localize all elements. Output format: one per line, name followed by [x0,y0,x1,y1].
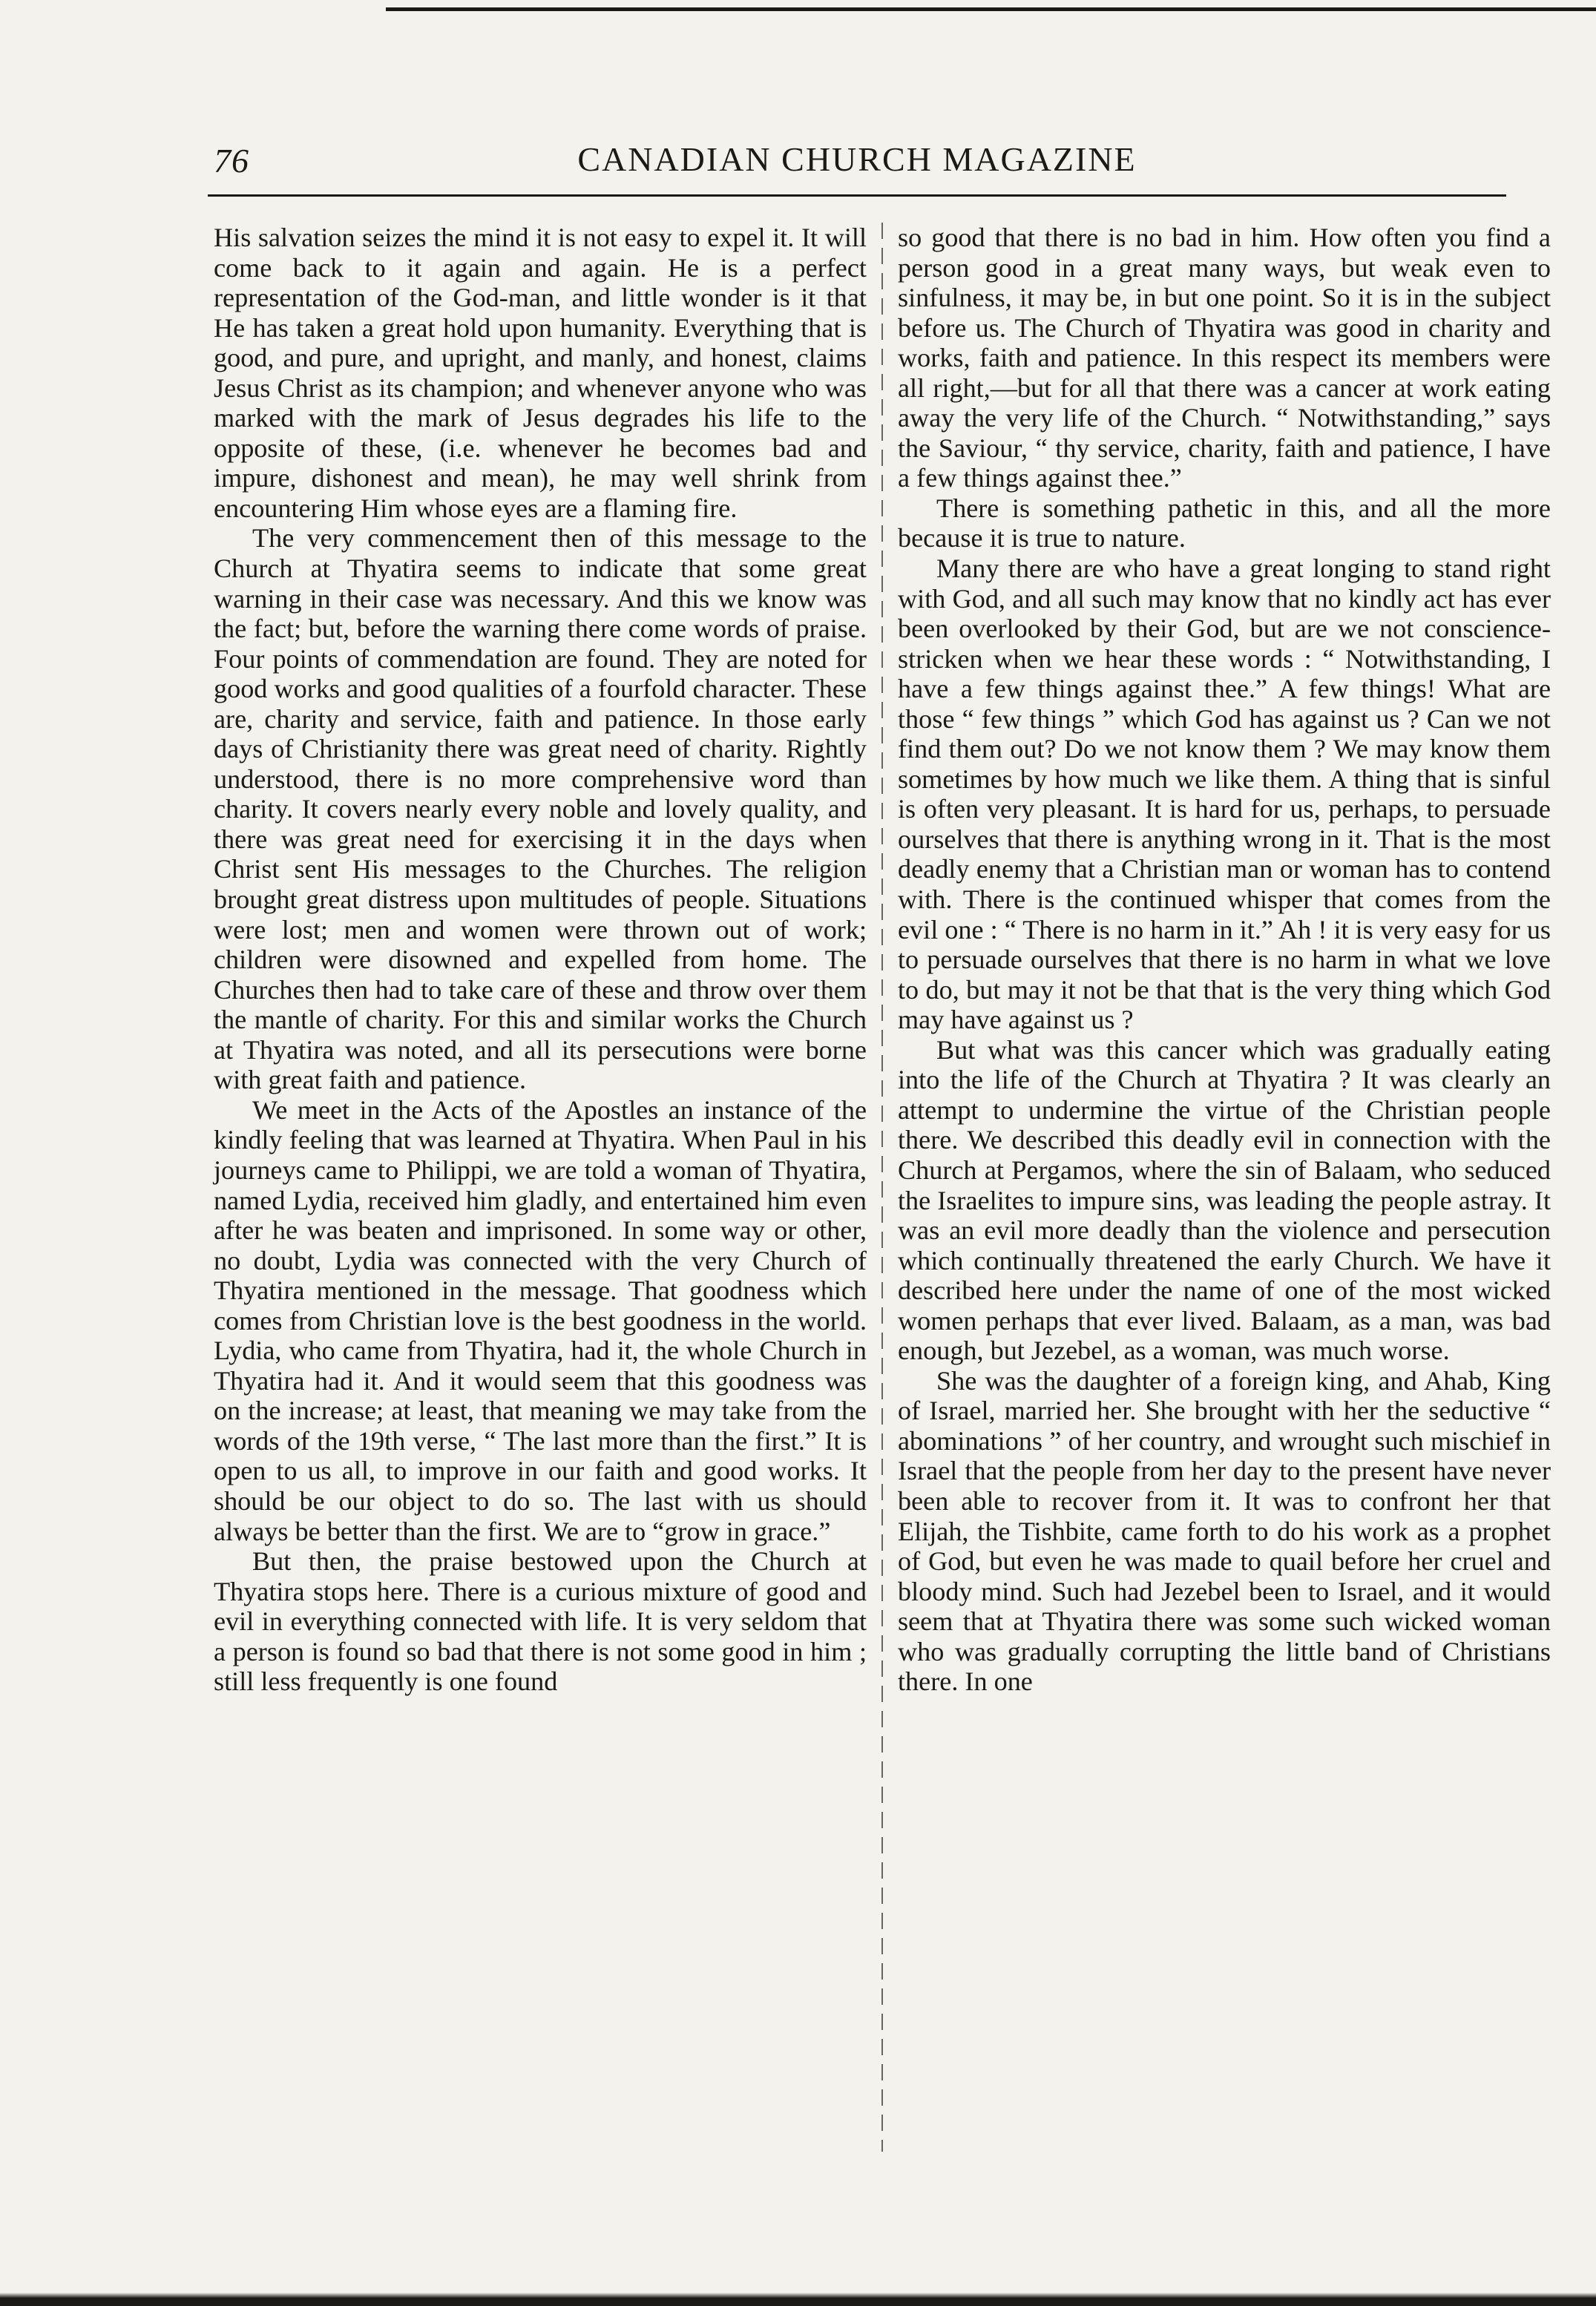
paragraph: There is something pathetic in this, and all the more because it is true to nature. [898,493,1551,553]
paragraph: His salvation seizes the mind it is not easy to expel it. It will come back to it again and again. He is a perfect representation of the God-man, and little wonder is it that He has taken a great hold upon humanity. Everything that is good, and pure, and upright, and manly, and honest, claims Jesus Christ as its champion; and whenever anyone who was marked with the mark of Jesus degrades his life to the opposite of these, (i.e. whenever he becomes bad and impure, dishonest and mean), he may well shrink from encountering Him whose eyes are a flaming fire. [214,223,867,523]
left-column [214,223,867,1697]
page-header [208,134,1506,185]
right-column [898,223,1551,1697]
bottom-edge-rule [0,2293,1596,2306]
top-edge-rule [386,7,1596,11]
page-number: 76 [214,142,249,180]
running-title: CANADIAN CHURCH MAGAZINE [577,140,1137,178]
paragraph: But what was this cancer which was gradually eating into the life of the Church at Thyatira ? It was clearly an attempt to undermine the virtue of the Christian people there. We described this deadly evil in connection with the Church at Pergamos, where the sin of Balaam, who seduced the Israelites to impure sins, was leading the people astray. It was an evil more deadly than the violence and persecution which continually threatened the early Church. We have it described here under the name of one of the most wicked women perhaps that ever lived. Balaam, as a man, was bad enough, but Jezebel, as a woman, was much worse. [898,1034,1551,1366]
column-divider [881,223,883,2152]
header-rule [208,194,1506,197]
paragraph: The very commencement then of this message to the Church at Thyatira seems to indicate that some great warning in their case was necessary. And this we know was the fact; but, before the warning there come words of praise. Four points of commendation are found. They are noted for good works and good qualities of a fourfold character. These are, charity and service, faith and patience. In those early days of Christianity there was great need of charity. Rightly understood, there is no more comprehensive word than charity. It covers nearly every noble and lovely quality, and there was great need for exercising it in the days when Christ sent His messages to the Churches. The religion brought great distress upon multitudes of people. Situations were lost; men and women were thrown out of work; children were disowned and expelled from home. The Churches then had to take care of these and throw over them the mantle of charity. For this and similar works the Church at Thyatira was noted, and all its persecutions were borne with great faith and patience. [214,523,867,1095]
paragraph: We meet in the Acts of the Apostles an instance of the kindly feeling that was learned at Thyatira. When Paul in his journeys came to Philippi, we are told a woman of Thyatira, named Lydia, received him gladly, and entertained him even after he was beaten and imprisoned. In some way or other, no doubt, Lydia was connected with the very Church of Thyatira mentioned in the message. That goodness which comes from Christian love is the best goodness in the world. Lydia, who came from Thyatira, had it, the whole Church in Thyatira had it. And it would seem that this goodness was on the increase; at least, that meaning we may take from the words of the 19th verse, “ The last more than the first.” It is open to us all, to improve in our faith and good works. It should be our object to do so. The last with us should always be better than the first. We are to “grow in grace.” [214,1094,867,1546]
paragraph: But then, the praise bestowed upon the Church at Thyatira stops here. There is a curious mixture of good and evil in everything connected with life. It is very seldom that a person is found so bad that there is not some good in him ; still less frequently is one found [214,1546,867,1697]
paragraph: She was the daughter of a foreign king, and Ahab, King of Israel, married her. She brought with her the seductive “ abominations ” of her country, and wrought such mischief in Israel that the people from her day to the present have never been able to recover from it. It was to confront her that Elijah, the Tishbite, came forth to do his work as a prophet of God, but even he was made to quail before her cruel and bloody mind. Such had Jezebel been to Israel, and it would seem that at Thyatira there was some such wicked woman who was gradually corrupting the little band of Christians there. In one [898,1365,1551,1697]
paragraph: Many there are who have a great longing to stand right with God, and all such may know that no kindly act has ever been overlooked by their God, but are we not conscience-stricken when we hear these words : “ Notwithstanding, I have a few things against thee.” A few things! What are those “ few things ” which God has against us ? Can we not find them out? Do we not know them ? We may know them sometimes by how much we like them. A thing that is sinful is often very pleasant. It is hard for us, perhaps, to persuade ourselves that there is anything wrong in it. That is the most deadly enemy that a Christian man or woman has to contend with. There is the continued whisper that comes from the evil one : “ There is no harm in it.” Ah ! it is very easy for us to persuade ourselves that there is no harm in what we love to do, but may it not be that that is the very thing which God may have against us ? [898,553,1551,1035]
paragraph: so good that there is no bad in him. How often you find a person good in a great many ways, but weak even to sinfulness, it may be, in but one point. So it is in the subject before us. The Church of Thyatira was good in charity and works, faith and patience. In this respect its members were all right,—but for all that there was a cancer at work eating away the very life of the Church. “ Notwithstanding,” says the Saviour, “ thy service, charity, faith and patience, I have a few things against thee.” [898,223,1551,493]
